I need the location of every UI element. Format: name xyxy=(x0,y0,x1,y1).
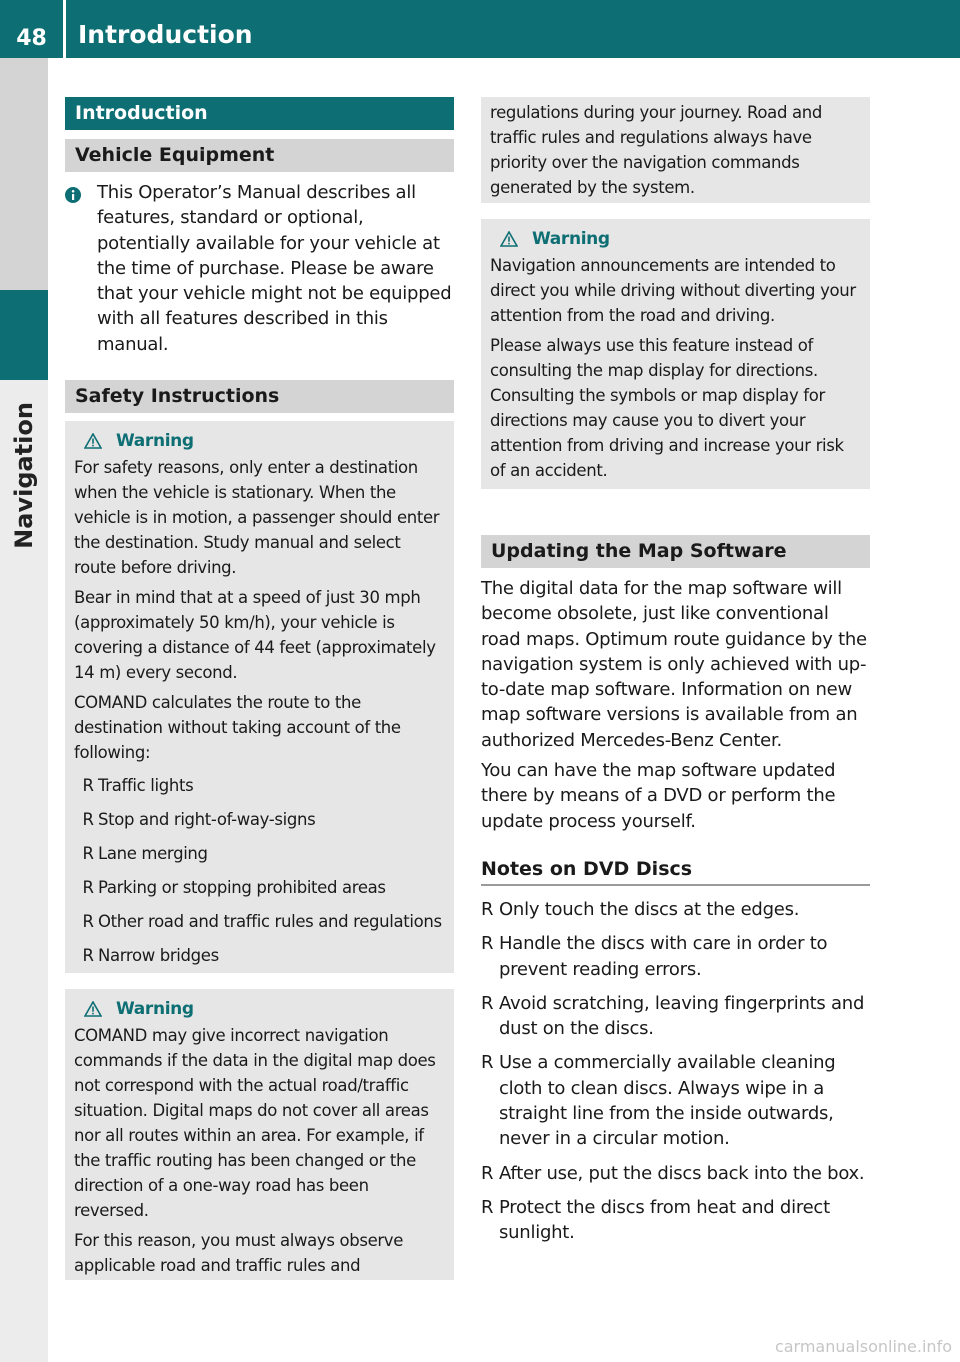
sidebar-tab-marker xyxy=(0,290,48,380)
warning-paragraph: COMAND may give incorrect navigation commands if the data in the digital map does not correspond with the actual road/traffic situation. Digital maps do not cover all areas nor all routes within an area. For example, if the traffic routing has been changed or the direction of a one-way road has been reversed. xyxy=(74,1026,436,1220)
warning-box-2 xyxy=(65,989,454,1280)
sidebar-top-block xyxy=(0,58,48,290)
list-item xyxy=(78,943,445,968)
list-item-text: After use, put the discs back into the box. xyxy=(499,1162,865,1184)
warning-label: Warning xyxy=(532,229,610,249)
warning-heading xyxy=(74,427,445,455)
paragraph: You can have the map software updated there by means of a DVD or perform the update process yourself. xyxy=(481,760,836,832)
bullet-marker: R xyxy=(82,844,94,863)
bullet-marker: R xyxy=(82,776,94,795)
subsection-header-safety: Safety Instructions xyxy=(65,380,454,413)
list-item-text: Other road and traffic rules and regulations xyxy=(98,912,442,931)
list-item-text: Handle the discs with care in order to prevent reading errors. xyxy=(499,933,828,980)
list-item-text: Parking or stopping prohibited areas xyxy=(98,878,386,897)
watermark-link[interactable]: carmanualsonline.info xyxy=(774,1337,952,1356)
list-item xyxy=(481,991,873,1042)
warning-heading xyxy=(74,995,445,1023)
list-item xyxy=(481,931,873,982)
info-note-text: This Operator’s Manual describes all features, standard or optional, potentially available for your vehicle at the time of purchase. Please be aware that your vehicle might not be equipped with all features described in this manual. xyxy=(97,182,452,355)
map-software-text xyxy=(481,576,873,834)
bullet-marker: R xyxy=(481,1052,494,1074)
list-item-text: Stop and right-of-way-signs xyxy=(98,810,316,829)
header-divider xyxy=(63,0,66,58)
list-item xyxy=(481,1161,873,1186)
subsection-header-map-software: Updating the Map Software xyxy=(481,535,870,568)
paragraph: The digital data for the map software will become obsolete, just like conventional road maps. Optimum route guidance by the navigation system is only achieved with up-to-date map software. Information on new map software versions is available from an authorized Mercedes-Benz Center. xyxy=(481,578,867,751)
list-item-text: Protect the discs from heat and direct sunlight. xyxy=(499,1196,830,1244)
list-item xyxy=(78,841,445,866)
continued-warning-box xyxy=(481,97,870,203)
warning-paragraph: Bear in mind that at a speed of just 30 mph (approximately 50 km/h), your vehicle is covering a distance of 44 feet (approximately 14 m) every second. xyxy=(74,588,436,682)
warning-box-1 xyxy=(65,421,454,973)
list-item-text: Narrow bridges xyxy=(98,946,219,965)
list-item xyxy=(78,773,445,798)
warning-paragraph: Please always use this feature instead of consulting the map display for directions. Consulting the symbols or map display for directions may cause you to divert your attention from driving and increase your risk of an accident. xyxy=(490,336,844,480)
list-item xyxy=(481,1050,873,1151)
list-item xyxy=(78,909,445,934)
list-item xyxy=(78,807,445,832)
bullet-marker: R xyxy=(481,933,494,955)
continued-paragraph: regulations during your journey. Road and traffic rules and regulations always have priority over the navigation commands generated by the system. xyxy=(490,103,822,197)
bullet-list xyxy=(74,773,445,968)
list-item-text: Avoid scratching, leaving fingerprints and dust on the discs. xyxy=(499,992,865,1040)
list-item xyxy=(481,897,873,922)
warning-heading xyxy=(490,225,861,253)
subheading-dvd-discs: Notes on DVD Discs xyxy=(481,858,870,886)
bullet-marker: R xyxy=(481,1162,494,1184)
list-item xyxy=(78,875,445,900)
info-icon xyxy=(65,180,87,357)
warning-label: Warning xyxy=(116,431,194,451)
subsection-header-vehicle-equipment: Vehicle Equipment xyxy=(65,139,454,172)
warning-paragraph: For safety reasons, only enter a destination when the vehicle is stationary. When the vehicle is in motion, a passenger should enter the destination. Study manual and select route before driving. xyxy=(74,458,440,577)
bullet-marker: R xyxy=(481,1196,494,1218)
list-item xyxy=(481,1195,873,1246)
page-title: Introduction xyxy=(78,20,253,49)
sidebar-section-label: Navigation xyxy=(10,402,38,549)
warning-triangle-icon xyxy=(500,231,518,247)
list-item-text: Use a commercially available cleaning cloth to clean discs. Always wipe in a straight line from the inside outwards, never in a circular motion. xyxy=(499,1052,836,1150)
list-item-text: Lane merging xyxy=(98,844,208,863)
warning-paragraph: For this reason, you must always observe applicable road and traffic rules and xyxy=(74,1231,404,1275)
warning-label: Warning xyxy=(116,999,194,1019)
warning-paragraph: Navigation announcements are intended to direct you while driving without diverting your attention from the road and driving. xyxy=(490,256,856,325)
page-number: 48 xyxy=(16,26,47,51)
bullet-marker: R xyxy=(82,912,94,931)
bullet-marker: R xyxy=(82,878,94,897)
bullet-marker: R xyxy=(82,810,94,829)
warning-triangle-icon xyxy=(84,433,102,449)
warning-triangle-icon xyxy=(84,1001,102,1017)
warning-paragraph: COMAND calculates the route to the destination without taking account of the following: xyxy=(74,693,401,762)
section-header-introduction: Introduction xyxy=(65,97,454,130)
warning-box-3 xyxy=(481,219,870,489)
header-bar xyxy=(0,0,960,58)
list-item-text: Traffic lights xyxy=(98,776,194,795)
sidebar xyxy=(0,58,48,1362)
info-note xyxy=(65,180,454,357)
bullet-marker: R xyxy=(82,946,94,965)
dvd-bullet-list xyxy=(481,897,873,1255)
bullet-marker: R xyxy=(481,992,494,1014)
bullet-marker: R xyxy=(481,899,494,920)
list-item-text: Only touch the discs at the edges. xyxy=(499,899,800,920)
